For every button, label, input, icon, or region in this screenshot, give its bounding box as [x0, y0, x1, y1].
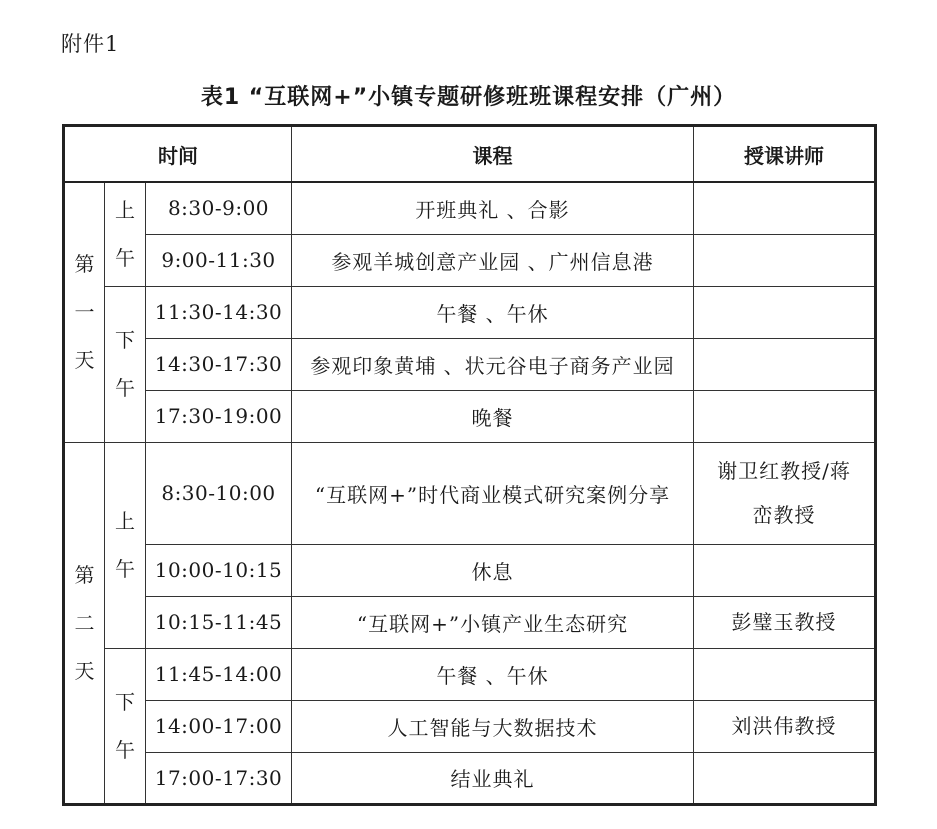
- course-cell: 参观羊城创意产业园 、广州信息港: [292, 234, 694, 286]
- teacher-cell: [694, 648, 876, 700]
- time-cell: 10:00-10:15: [146, 544, 292, 596]
- header-time: 时间: [64, 126, 292, 183]
- schedule-table: [62, 124, 877, 806]
- table-row: [64, 648, 876, 700]
- half-label-morning: 上 午: [105, 442, 146, 648]
- teacher-cell: [694, 338, 876, 390]
- course-cell: 结业典礼: [292, 752, 694, 804]
- header-teacher: 授课讲师: [694, 126, 876, 183]
- course-cell: “互联网+”时代商业模式研究案例分享: [292, 442, 694, 544]
- time-cell: 17:30-19:00: [146, 390, 292, 442]
- time-cell: 14:00-17:00: [146, 700, 292, 752]
- teacher-cell: 谢卫红教授/蒋峦教授: [694, 442, 876, 544]
- course-cell: 参观印象黄埔 、状元谷电子商务产业园: [292, 338, 694, 390]
- course-cell: 晚餐: [292, 390, 694, 442]
- half-label-afternoon: 下 午: [105, 648, 146, 804]
- table-row: [64, 234, 876, 286]
- table-row: [64, 338, 876, 390]
- table-row: [64, 286, 876, 338]
- teacher-cell: 彭璧玉教授: [694, 596, 876, 648]
- course-cell: “互联网+”小镇产业生态研究: [292, 596, 694, 648]
- course-cell: 人工智能与大数据技术: [292, 700, 694, 752]
- time-cell: 9:00-11:30: [146, 234, 292, 286]
- half-label-afternoon: 下 午: [105, 286, 146, 442]
- teacher-cell: [694, 182, 876, 234]
- time-cell: 17:00-17:30: [146, 752, 292, 804]
- teacher-cell: 刘洪伟教授: [694, 700, 876, 752]
- table-row: [64, 442, 876, 544]
- time-cell: 14:30-17:30: [146, 338, 292, 390]
- time-cell: 8:30-10:00: [146, 442, 292, 544]
- attachment-label: 附件1: [61, 32, 120, 56]
- header-course: 课程: [292, 126, 694, 183]
- time-cell: 11:30-14:30: [146, 286, 292, 338]
- teacher-cell: [694, 390, 876, 442]
- time-cell: 8:30-9:00: [146, 182, 292, 234]
- teacher-cell: [694, 752, 876, 804]
- header-row: [64, 126, 876, 183]
- course-cell: 午餐 、午休: [292, 648, 694, 700]
- course-cell: 开班典礼 、合影: [292, 182, 694, 234]
- half-label-morning: 上 午: [105, 182, 146, 286]
- teacher-cell: [694, 544, 876, 596]
- day-label-2: 第 二 天: [64, 442, 105, 804]
- table-row: [64, 390, 876, 442]
- table-row: [64, 544, 876, 596]
- teacher-cell: [694, 234, 876, 286]
- table-row: [64, 182, 876, 234]
- course-cell: 休息: [292, 544, 694, 596]
- time-cell: 11:45-14:00: [146, 648, 292, 700]
- table-row: [64, 752, 876, 804]
- time-cell: 10:15-11:45: [146, 596, 292, 648]
- table-row: [64, 596, 876, 648]
- day-label-1: 第 一 天: [64, 182, 105, 442]
- table-title: 表1 “互联网+”小镇专题研修班班课程安排（广州）: [200, 85, 737, 110]
- teacher-cell: [694, 286, 876, 338]
- course-cell: 午餐 、午休: [292, 286, 694, 338]
- table-row: [64, 700, 876, 752]
